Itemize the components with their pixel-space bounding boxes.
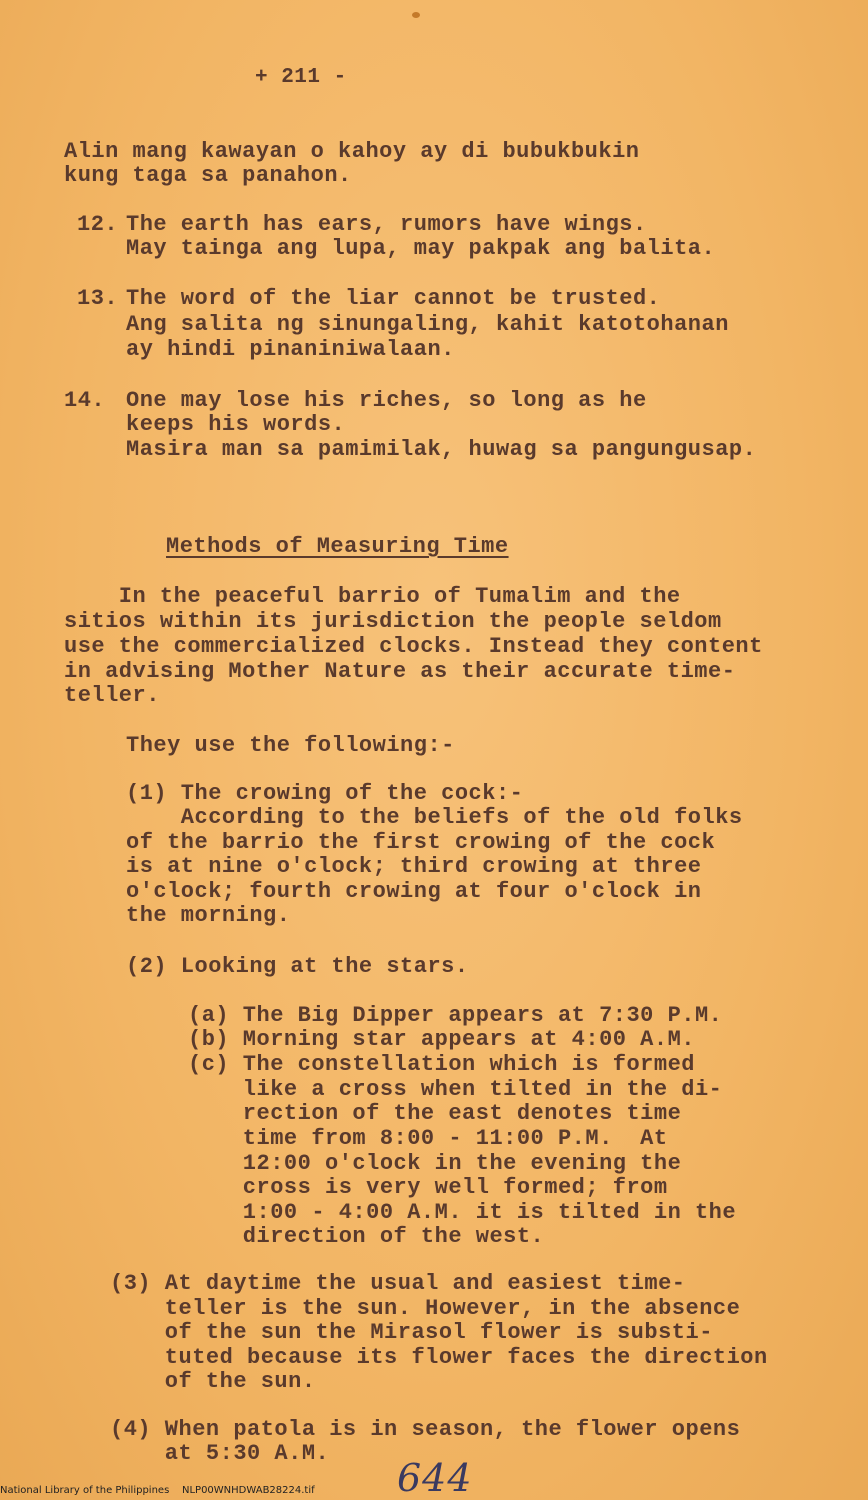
section-title: Methods of Measuring Time [166,534,509,559]
text-line: One may lose his riches, so long as he [126,388,647,413]
text-line: (b) Morning star appears at 4:00 A.M. [188,1027,695,1052]
text-line: Ang salita ng sinungaling, kahit katotohanan [126,312,729,337]
text-line: in advising Mother Nature as their accurate time- [64,659,736,684]
text-line: (4) When patola is in season, the flower opens [110,1417,741,1442]
text-line: of the barrio the first crowing of the cock [126,830,716,855]
item-number: 14. [64,388,106,413]
text-line: Alin mang kawayan o kahoy ay di bubukbukin [64,139,640,164]
text-line: keeps his words. [126,412,346,437]
text-line: tuted because its flower faces the direction [110,1345,768,1370]
text-line: In the peaceful barrio of Tumalim and the [64,584,681,609]
text-line: direction of the west. [188,1224,545,1249]
text-line: use the commercialized clocks. Instead they content [64,634,763,659]
text-line: the morning. [126,903,291,928]
handwritten-page-number: 644 [397,1456,473,1500]
text-line: ay hindi pinaniniwalaan. [126,337,455,362]
use-following: They use the following:- [126,733,455,758]
text-line: May tainga ang lupa, may pakpak ang balita. [126,236,716,261]
text-line: teller. [64,683,160,708]
text-line: According to the beliefs of the old folks [126,805,743,830]
text-line: The word of the liar cannot be trusted. [126,286,661,311]
method-stars-title: (2) Looking at the stars. [126,954,469,979]
paper-stain [412,12,420,18]
text-line: o'clock; fourth crowing at four o'clock in [126,879,702,904]
archive-footer: National Library of the Philippines NLP00WNHDWAB28224.tif [0,1485,315,1496]
text-line: (3) At daytime the usual and easiest time- [110,1271,686,1296]
text-line: like a cross when tilted in the di- [188,1077,723,1102]
text-line: cross is very well formed; from [188,1175,668,1200]
text-line: time from 8:00 - 11:00 P.M. At [188,1126,668,1151]
text-line: sitios within its jurisdiction the people seldom [64,609,722,634]
text-line: of the sun. [110,1369,316,1394]
text-line: 12:00 o'clock in the evening the [188,1151,682,1176]
text-line: (c) The constellation which is formed [188,1052,695,1077]
item-number: 12. [77,212,119,237]
text-line: kung taga sa panahon. [64,163,352,188]
text-line: (1) The crowing of the cock:- [126,781,524,806]
text-line: is at nine o'clock; third crowing at three [126,854,702,879]
text-line: 1:00 - 4:00 A.M. it is tilted in the [188,1200,737,1225]
text-line: at 5:30 A.M. [110,1441,330,1466]
text-line: teller is the sun. However, in the absence [110,1296,741,1321]
item-number: 13. [77,286,119,311]
text-line: of the sun the Mirasol flower is substi- [110,1320,713,1345]
text-line: rection of the east denotes time [188,1101,682,1126]
text-line: (a) The Big Dipper appears at 7:30 P.M. [188,1003,723,1028]
page-number: + 211 - [255,66,347,89]
text-line: The earth has ears, rumors have wings. [126,212,647,237]
text-line: Masira man sa pamimilak, huwag sa pangungusap. [126,437,757,462]
